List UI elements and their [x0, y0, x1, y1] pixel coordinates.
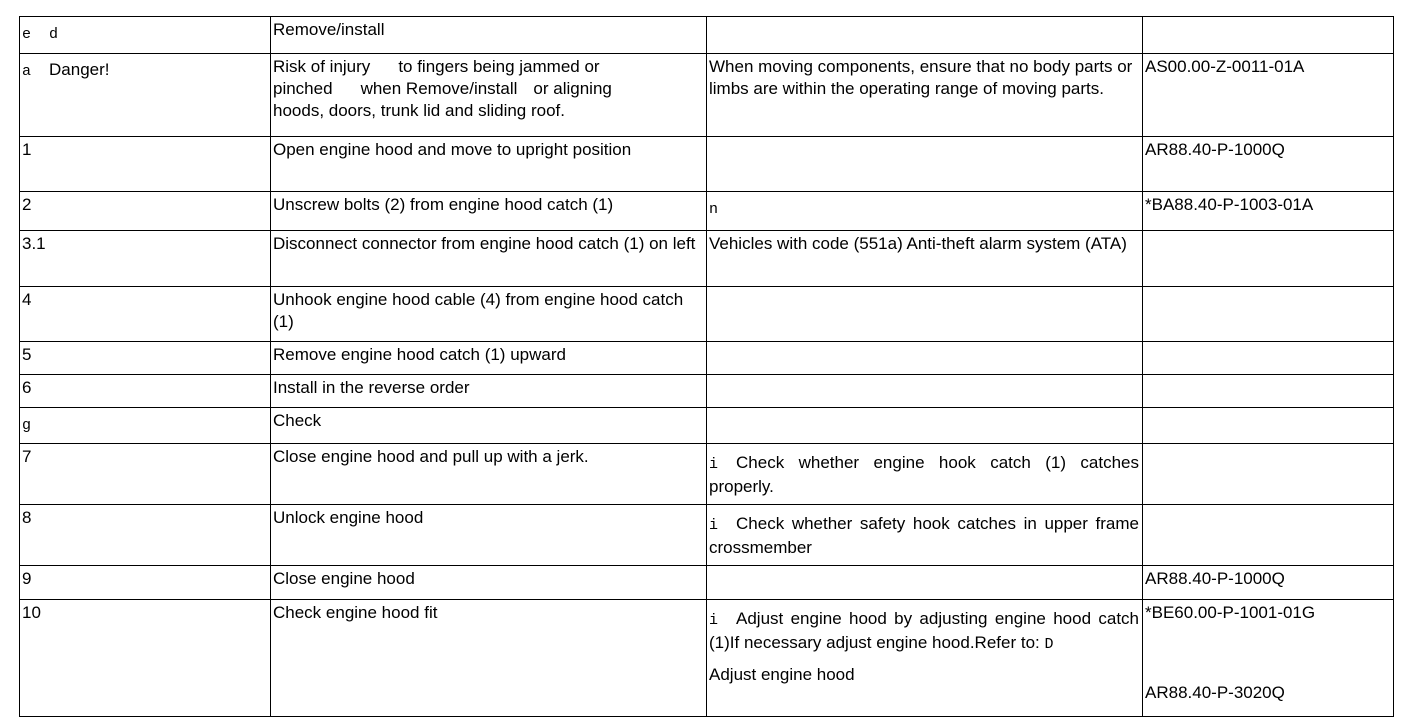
step-cell: 7: [20, 444, 271, 505]
action-cell: Unscrew bolts (2) from engine hood catch (1): [271, 192, 707, 231]
procedure-table: [19, 16, 1394, 717]
reference-cell: [1143, 17, 1394, 54]
step-cell: [20, 17, 271, 54]
action-cell: Close engine hood: [271, 566, 707, 600]
table-row: [20, 342, 1394, 375]
reference-cell: [1143, 444, 1394, 505]
step-cell: 4: [20, 287, 271, 342]
reference-cell: [1143, 408, 1394, 444]
note-cell: [707, 192, 1143, 231]
note-cell: [707, 375, 1143, 408]
action-cell: Remove/install: [271, 17, 707, 54]
reference-cell: [1143, 231, 1394, 287]
reference-cell: AR88.40-P-1000Q: [1143, 137, 1394, 192]
table-row: [20, 505, 1394, 566]
action-cell: Risk of injury to fingers being jammed or pinched when Remove/install or aligning hoods, doors, trunk lid and sliding roof.: [271, 54, 707, 137]
check-icon: g: [22, 417, 32, 434]
note-cell: i Adjust engine hood by adjusting engine hood catch (1)If necessary adjust engine hood.Refer to: D Adjust engine hood: [707, 600, 1143, 717]
step-cell: 8: [20, 505, 271, 566]
table-row: [20, 137, 1394, 192]
reference-cell: *BA88.40-P-1003-01A: [1143, 192, 1394, 231]
reference-cell: [1143, 375, 1394, 408]
table-row: [20, 287, 1394, 342]
reference-cell: [1143, 342, 1394, 375]
step-symbol: d: [49, 26, 59, 43]
table-row: [20, 375, 1394, 408]
step-cell: 9: [20, 566, 271, 600]
info-icon: i: [709, 456, 719, 473]
note-icon: n: [709, 201, 719, 218]
reference-cell: AR88.40-P-1000Q: [1143, 566, 1394, 600]
note-cell: [707, 408, 1143, 444]
step-cell: [20, 54, 271, 137]
step-symbol: e: [22, 26, 32, 43]
action-cell: Check: [271, 408, 707, 444]
table-row: [20, 444, 1394, 505]
note-cell: [707, 342, 1143, 375]
info-icon: i: [709, 612, 719, 629]
reference-cell: [1143, 600, 1394, 717]
table-row: [20, 17, 1394, 54]
note-cell: [707, 17, 1143, 54]
info-icon: i: [709, 517, 719, 534]
table-row: [20, 192, 1394, 231]
reference-cell: [1143, 287, 1394, 342]
table-row: [20, 566, 1394, 600]
note-cell: [707, 137, 1143, 192]
step-cell: 3.1: [20, 231, 271, 287]
reference-cell: AS00.00-Z-0011-01A: [1143, 54, 1394, 137]
table-row: [20, 231, 1394, 287]
action-cell: Install in the reverse order: [271, 375, 707, 408]
note-cell: Vehicles with code (551a) Anti-theft alarm system (ATA): [707, 231, 1143, 287]
action-cell: Unlock engine hood: [271, 505, 707, 566]
action-cell: Open engine hood and move to upright position: [271, 137, 707, 192]
step-cell: 10: [20, 600, 271, 717]
action-cell: Disconnect connector from engine hood catch (1) on left: [271, 231, 707, 287]
reference-code: AR88.40-P-3020Q: [1145, 683, 1285, 702]
step-cell: 6: [20, 375, 271, 408]
step-cell: 2: [20, 192, 271, 231]
action-cell: Close engine hood and pull up with a jerk.: [271, 444, 707, 505]
action-cell: Remove engine hood catch (1) upward: [271, 342, 707, 375]
note-cell: [707, 287, 1143, 342]
step-cell: 5: [20, 342, 271, 375]
table-row: [20, 600, 1394, 717]
step-cell: 1: [20, 137, 271, 192]
action-cell: Unhook engine hood cable (4) from engine hood catch (1): [271, 287, 707, 342]
warning-icon: a: [22, 63, 32, 80]
sub-note: Adjust engine hood: [709, 665, 855, 684]
note-cell: [707, 566, 1143, 600]
reference-cell: [1143, 505, 1394, 566]
note-cell: When moving components, ensure that no body parts or limbs are within the operating range of moving parts.: [707, 54, 1143, 137]
table-row: [20, 54, 1394, 137]
table-row: [20, 408, 1394, 444]
note-cell: i Check whether engine hook catch (1) catches properly.: [707, 444, 1143, 505]
reference-code: *BE60.00-P-1001-01G: [1145, 603, 1316, 622]
note-cell: i Check whether safety hook catches in upper frame crossmember: [707, 505, 1143, 566]
action-cell: Check engine hood fit: [271, 600, 707, 717]
document-link-icon: D: [1044, 636, 1054, 653]
danger-label: Danger!: [49, 60, 110, 79]
step-cell: [20, 408, 271, 444]
